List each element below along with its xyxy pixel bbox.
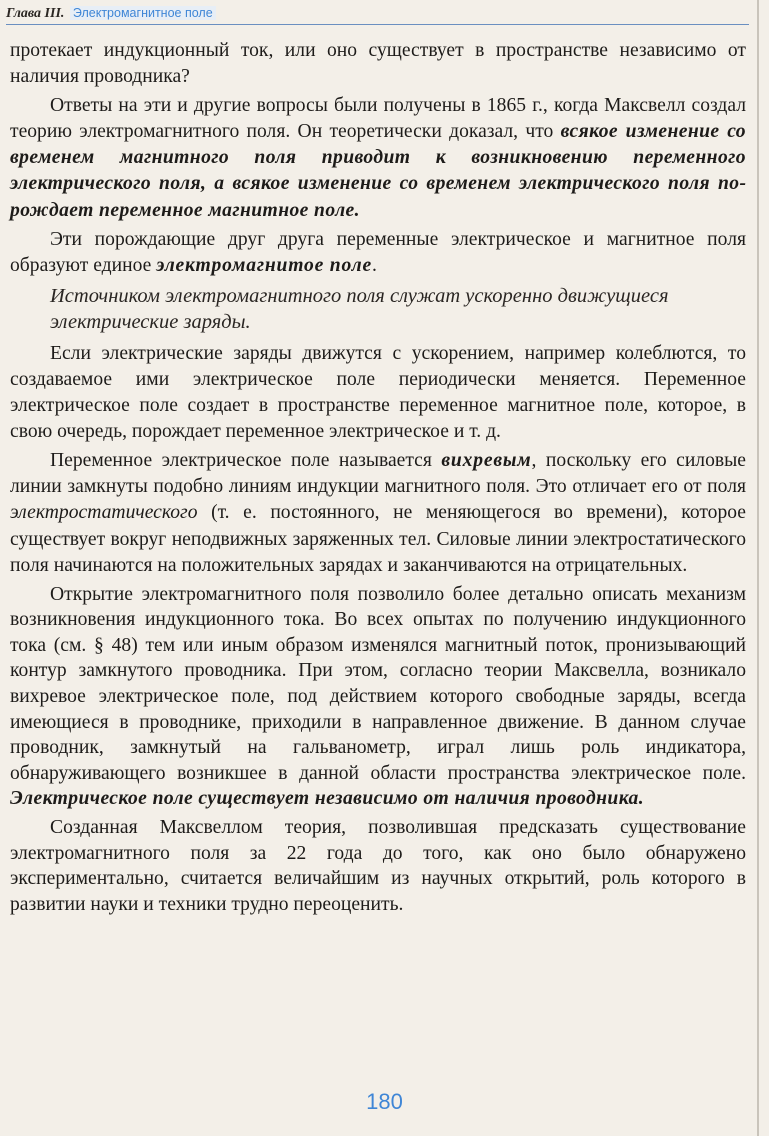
paragraph-continuation: протекает индукционный ток, или оно существует в пространстве независимо от наличия проводника? <box>10 40 746 88</box>
chapter-label: Глава III. <box>6 6 65 21</box>
key-statement <box>10 283 746 335</box>
paragraph-text: . <box>371 254 377 276</box>
paragraph-text: Ответы на эти и другие вопросы были получены в 1865 г., когда Максвелл создал теорию электромагнитного поля. Он теоретически доказал, что <box>10 95 746 143</box>
paragraph-conclusion: Созданная Максвеллом теория, позволившая предсказать существование электромагнитного поля за 22 года до того, как оно было обнаружено экспериментально, считается величайшим из научных открытий, роль которого в развитии науки и техники трудно переоценить. <box>10 817 746 915</box>
term-definition: электромагнитое поле <box>156 254 372 276</box>
page-number: 180 <box>366 1089 403 1114</box>
paragraph-text: (т. е. постоянного, не меняющегося во времени), которое существует вокруг неподвижных заряженных тел. Силовые линии электростатического поля начинаются на положительных зарядах и заканчиваются на отрицательных. <box>10 502 746 576</box>
paragraph-text: Эти порождающие друг друга переменные электрическое и магнитное поля образуют единое <box>10 228 746 276</box>
paragraph-text: , поскольку его силовые линии замкнуты подобно линиям индукции магнитного поля. Это отличает его от поля <box>10 450 746 498</box>
term-electrostatic: электростатического <box>10 502 198 524</box>
paragraph-vortex-field <box>10 448 746 578</box>
paragraph-em-field <box>10 227 746 279</box>
paragraph-accelerated-charges: Если электрические заряды движутся с ускорением, например колеблются, то создаваемое ими электрическое поле периодически меняется. Переменное электрическое поле создает в пространстве переменное магнитное поле, которое, в свою очередь, порождает переменное электрическое и т. д. <box>10 342 746 443</box>
emphasis-text: Электрическое поле существует независимо от наличия проводника. <box>10 788 645 810</box>
page-edge-divider <box>757 0 759 1136</box>
page-body <box>10 38 746 917</box>
running-header <box>6 4 749 25</box>
paragraph-text: Открытие электромагнитного поля позволило более детально описать механизм возникновения индукционного тока. Во всех опытах по получению индукционного тока (см. § 48) тем или иным образом изменялся магнитный поток, пронизывающий контур замкнутого проводника. При этом, согласно теории Максвелла, возникало вихревое электрическое поле, под действием которого свободные заряды, всегда имеющиеся в проводнике, приходили в направленное движение. В данном случае проводник, замкнутый на гальванометр, играл лишь роль индикатора, обнаруживающего возникшее в данной области пространства электрическое поле. <box>10 583 746 784</box>
chapter-topic: Электромагнитное поле <box>70 6 216 20</box>
paragraph-text: Переменное электрическое поле называется <box>50 450 442 472</box>
paragraph-maxwell-theory <box>10 93 746 223</box>
term-vortex: вихревым <box>441 450 532 472</box>
key-statement-text: Источником электромагнитного поля служат ускоренно движущиеся электрические заряды. <box>50 284 669 333</box>
emphasis-text: всякое изменение со временем магнитного поля приводит к возникновению переменного электрического поля, а всякое изменение со временем электрического поля порождает переменное магнитное поле. <box>10 121 746 221</box>
paragraph-induction-mechanism <box>10 582 746 812</box>
